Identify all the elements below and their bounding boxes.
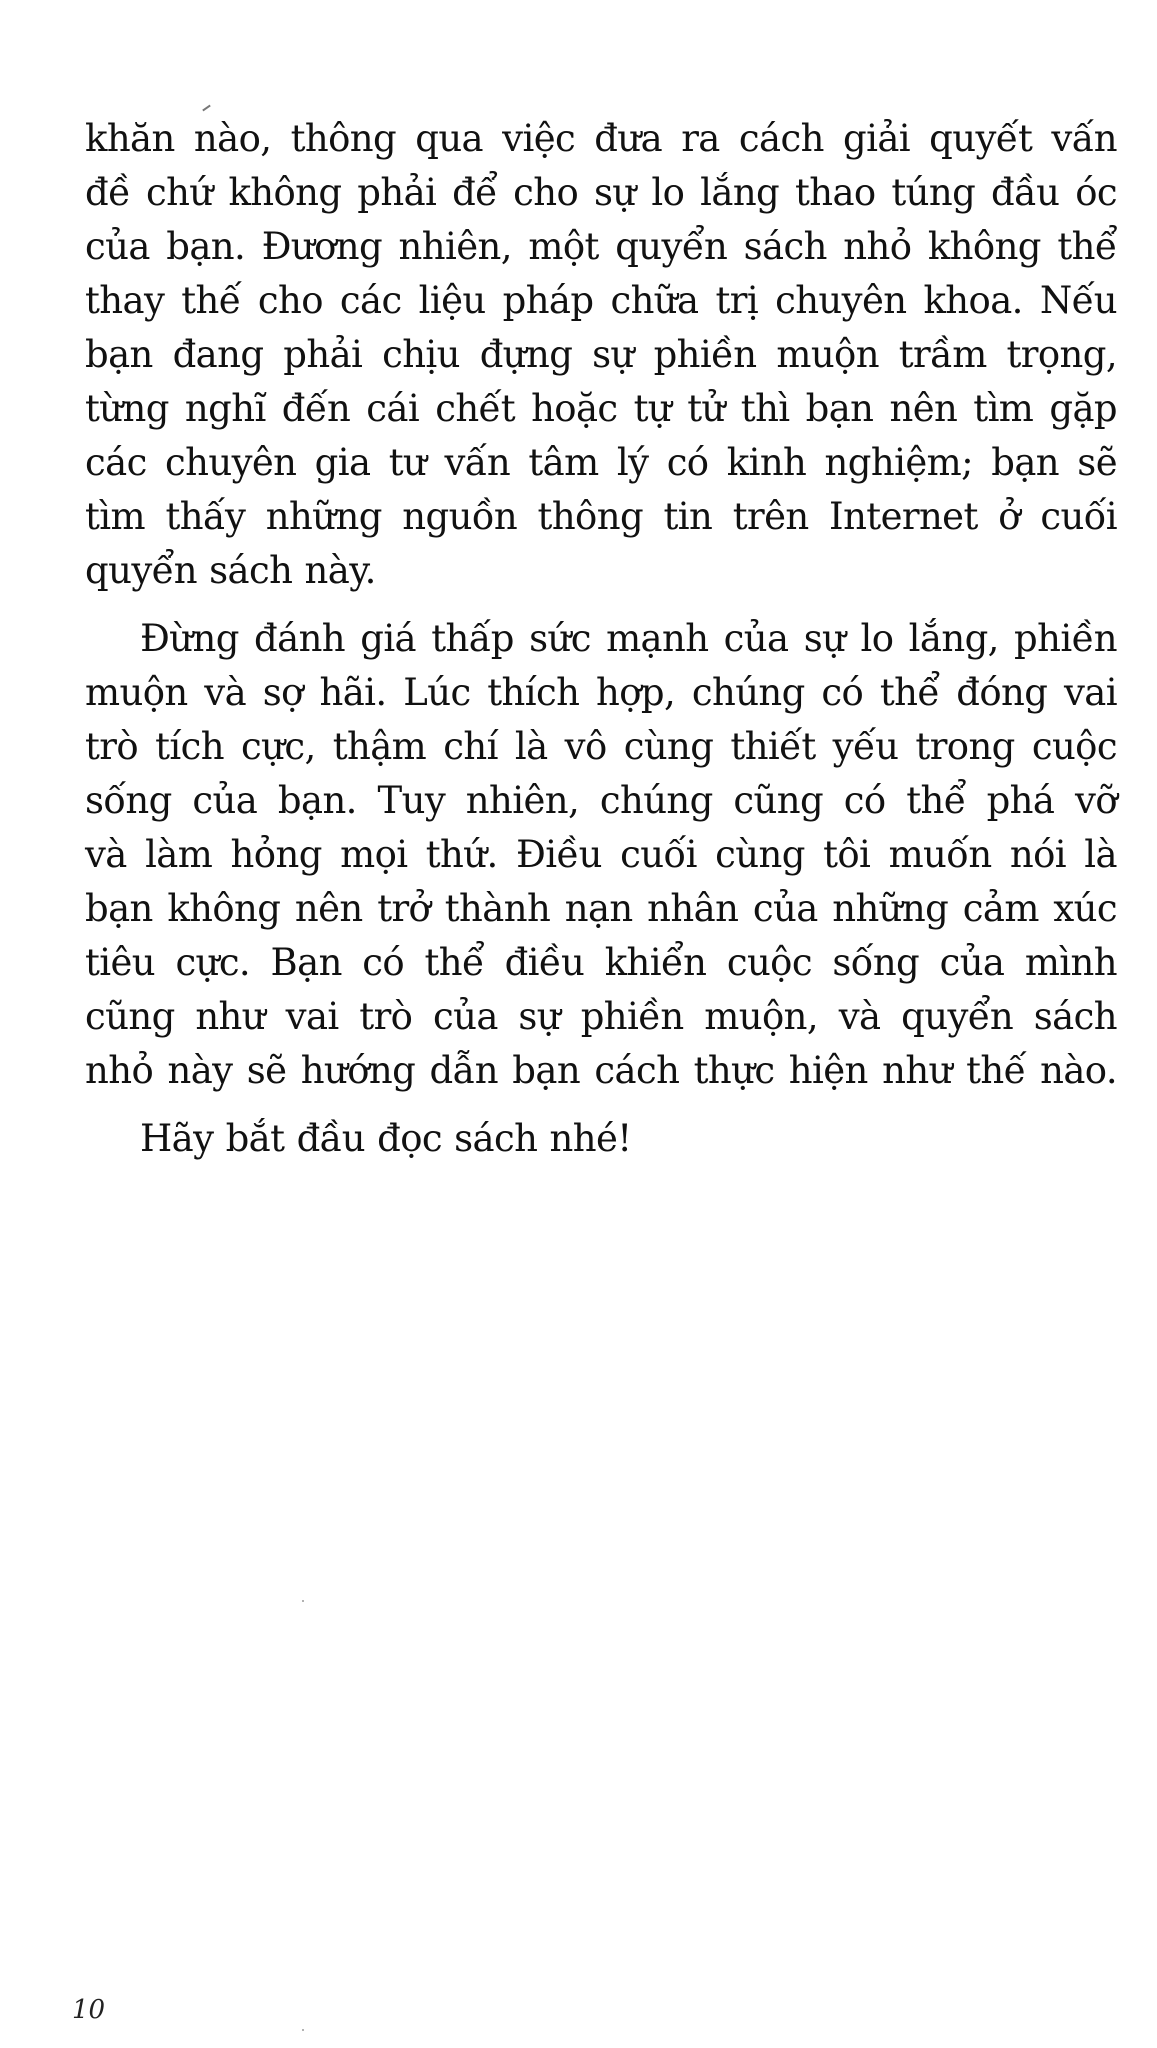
text-line: Hãy bắt đầu đọc sách nhé!	[140, 1117, 632, 1160]
text-line: nhỏ này sẽ hướng dẫn bạn cách thực hiện như thế nào.	[85, 1049, 1117, 1092]
text-line: bạn đang phải chịu đựng sự phiền muộn trầm trọng,	[85, 333, 1117, 376]
text-line: Đừng đánh giá thấp sức mạnh của sự lo lắng, phiền	[140, 617, 1117, 660]
text-line: tiêu cực. Bạn có thể điều khiển cuộc sống của mình	[85, 941, 1117, 984]
page-number: 10	[72, 1995, 106, 2025]
text-line: từng nghĩ đến cái chết hoặc tự tử thì bạn nên tìm gặp	[85, 387, 1117, 430]
text-line: các chuyên gia tư vấn tâm lý có kinh nghiệm; bạn sẽ	[85, 441, 1117, 484]
text-line: đề chứ không phải để cho sự lo lắng thao túng đầu óc	[85, 171, 1117, 214]
text-line: trò tích cực, thậm chí là vô cùng thiết yếu trong cuộc	[85, 725, 1117, 768]
scan-speck	[302, 1600, 304, 1602]
book-page-body	[85, 112, 1117, 1180]
text-line: và làm hỏng mọi thứ. Điều cuối cùng tôi muốn nói là	[85, 833, 1117, 876]
pen-mark	[202, 105, 211, 112]
text-line: khăn nào, thông qua việc đưa ra cách giải quyết vấn	[85, 117, 1117, 160]
text-line: cũng như vai trò của sự phiền muộn, và quyển sách	[85, 995, 1117, 1038]
text-line: tìm thấy những nguồn thông tin trên Internet ở cuối	[85, 495, 1117, 538]
paragraph-2	[85, 612, 1117, 1098]
text-line: muộn và sợ hãi. Lúc thích hợp, chúng có thể đóng vai	[85, 671, 1117, 714]
text-line: quyển sách này.	[85, 549, 376, 592]
text-line: sống của bạn. Tuy nhiên, chúng cũng có thể phá vỡ	[85, 779, 1117, 822]
paragraph-3-closing	[85, 1112, 1117, 1166]
text-line: của bạn. Đương nhiên, một quyển sách nhỏ không thể	[85, 225, 1117, 268]
text-line: thay thế cho các liệu pháp chữa trị chuyên khoa. Nếu	[85, 279, 1117, 322]
scan-speck	[302, 2029, 304, 2031]
text-line: bạn không nên trở thành nạn nhân của những cảm xúc	[85, 887, 1117, 930]
paragraph-1	[85, 112, 1117, 598]
